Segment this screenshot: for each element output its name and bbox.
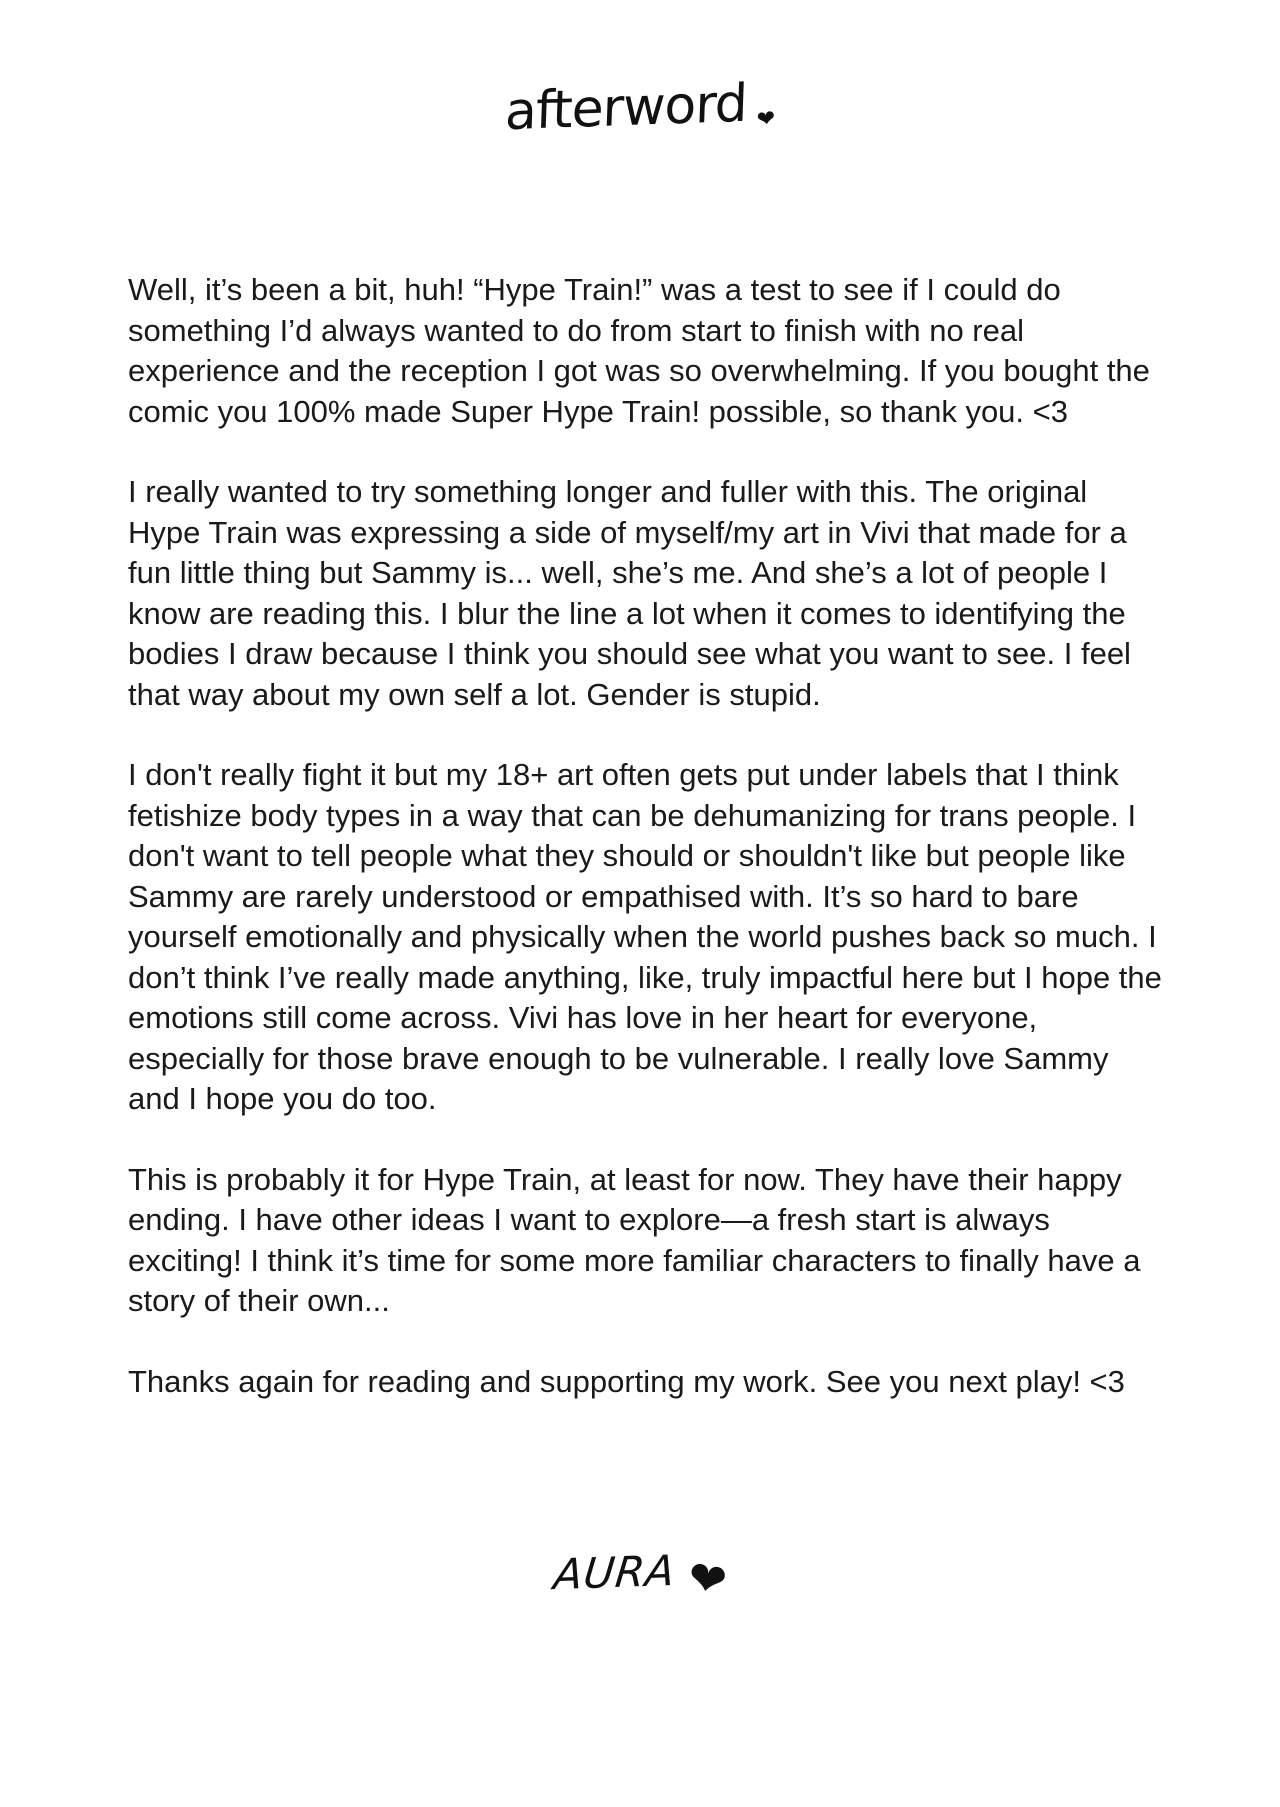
- paragraph-5: Thanks again for reading and supporting my work. See you next play! <3: [128, 1363, 1125, 1399]
- page-header: [0, 73, 1280, 143]
- paragraph-3: I don't really fight it but my 18+ art often gets put under labels that I think fetishize body types in a way that can be dehumanizing for trans people. I don't want to tell people what they should or shouldn't like but people like Sammy are rarely understood or empathised with. It’s so hard to bare yourself emotionally and physically when the world pushes back so much. I don’t think I’ve really made anything, like, truly impactful here but I hope the emotions still come across. Vivi has love in her heart for everyone, especially for those brave enough to be vulnerable. I really love Sammy and I hope you do too.: [128, 757, 1162, 1116]
- paragraph-4: This is probably it for Hype Train, at least for now. They have their happy ending. I have other ideas I want to explore—a fresh start is always exciting! I think it’s time for some more familiar characters to finally have a story of their own...: [128, 1161, 1141, 1318]
- page-title: afterword: [503, 73, 748, 143]
- paragraph-2: I really wanted to try something longer and fuller with this. The original Hype Train was expressing a side of myself/my art in Vivi that made for a fun little thing but Sammy is... well, she’s me. And she’s a lot of people I know are reading this. I blur the line a lot when it comes to identifying the bodies I draw because I think you should see what you want to see. I feel that way about my own self a lot. Gender is stupid.: [128, 474, 1131, 712]
- paragraph-1: Well, it’s been a bit, huh! “Hype Train!” was a test to see if I could do something I’d always wanted to do from start to finish with no real experience and the reception I got was so overwhelming. If you bought the comic you 100% made Super Hype Train! possible, so thank you. <3: [128, 272, 1150, 429]
- afterword-body: [128, 270, 1168, 1442]
- heart-icon: ❤: [683, 1549, 731, 1608]
- heart-icon: ❤: [755, 104, 777, 132]
- signature-block: [0, 1545, 1280, 1610]
- signature: AURA: [551, 1545, 678, 1600]
